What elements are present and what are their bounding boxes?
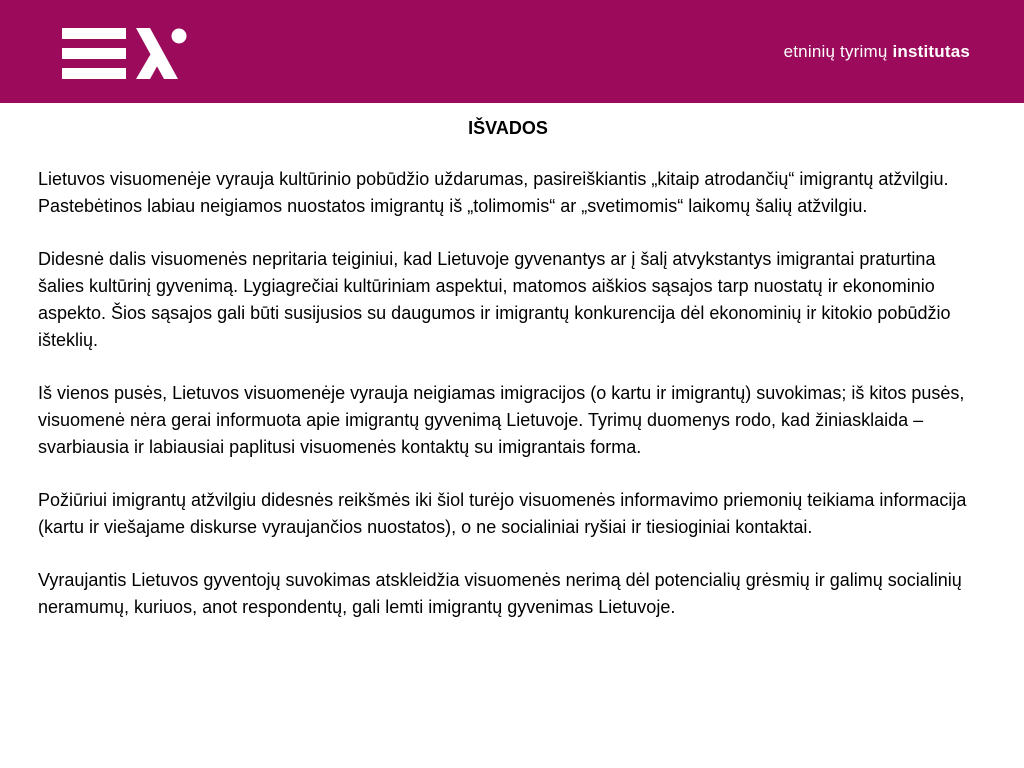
page-title: IŠVADOS bbox=[468, 118, 548, 138]
conclusion-paragraph-1: Lietuvos visuomenėje vyrauja kultūrinio pobūdžio uždarumas, pasireiškiantis „kitaip atrodančių“ imigrantų atžvilgiu. Pastebėtinos labiau neigiamos nuostatos imigrantų iš „tolimomis“ ar „svetimomis“ laikomų šalių atžvilgiu. bbox=[38, 169, 949, 216]
conclusion-paragraph-5: Vyraujantis Lietuvos gyventojų suvokimas atskleidžia visuomenės nerimą dėl potencialių grėsmių ir galimų socialinių neramumų, kuriuos, anot respondentų, gali lemti imigrantų gyvenimas Lietuvoje. bbox=[38, 570, 962, 617]
conclusion-paragraph-3: Iš vienos pusės, Lietuvos visuomenėje vyrauja neigiamas imigracijos (o kartu ir imigrantų) suvokimas; iš kitos pusės, visuomenė nėra gerai informuota apie imigrantų gyvenimą Lietuvoje. Tyrimų duomenys rodo, kad žiniasklaida – svarbiausia ir labiausiai paplitusi visuomenės kontaktų su imigrantais forma. bbox=[38, 383, 965, 457]
header-banner bbox=[0, 0, 1024, 103]
etniniu-tyrimu-institutas-logo-icon bbox=[62, 28, 188, 80]
brand-name-bold: institutas bbox=[892, 42, 970, 61]
conclusion-paragraph-2: Didesnė dalis visuomenės nepritaria teiginiui, kad Lietuvoje gyvenantys ar į šalį atvykstantys imigrantai praturtina šalies kultūrinį gyvenimą. Lygiagrečiai kultūriniam aspektui, matomos aiškios sąsajos tarp nuostatų ir ekonominio aspekto. Šios sąsajos gali būti susijusios su daugumos ir imigrantų konkurencija dėl ekonominių ir kitokio pobūdžio išteklių. bbox=[38, 249, 951, 350]
conclusion-paragraph-4: Požiūriui imigrantų atžvilgiu didesnės reikšmės iki šiol turėjo visuomenės informavimo priemonių teikiama informacija (kartu ir viešajame diskurse vyraujančios nuostatos), o ne socialiniai ryšiai ir tiesioginiai kontaktai. bbox=[38, 490, 967, 537]
slide-content bbox=[38, 116, 978, 647]
brand-name bbox=[784, 42, 970, 62]
brand-name-light: etninių tyrimų bbox=[783, 42, 893, 61]
